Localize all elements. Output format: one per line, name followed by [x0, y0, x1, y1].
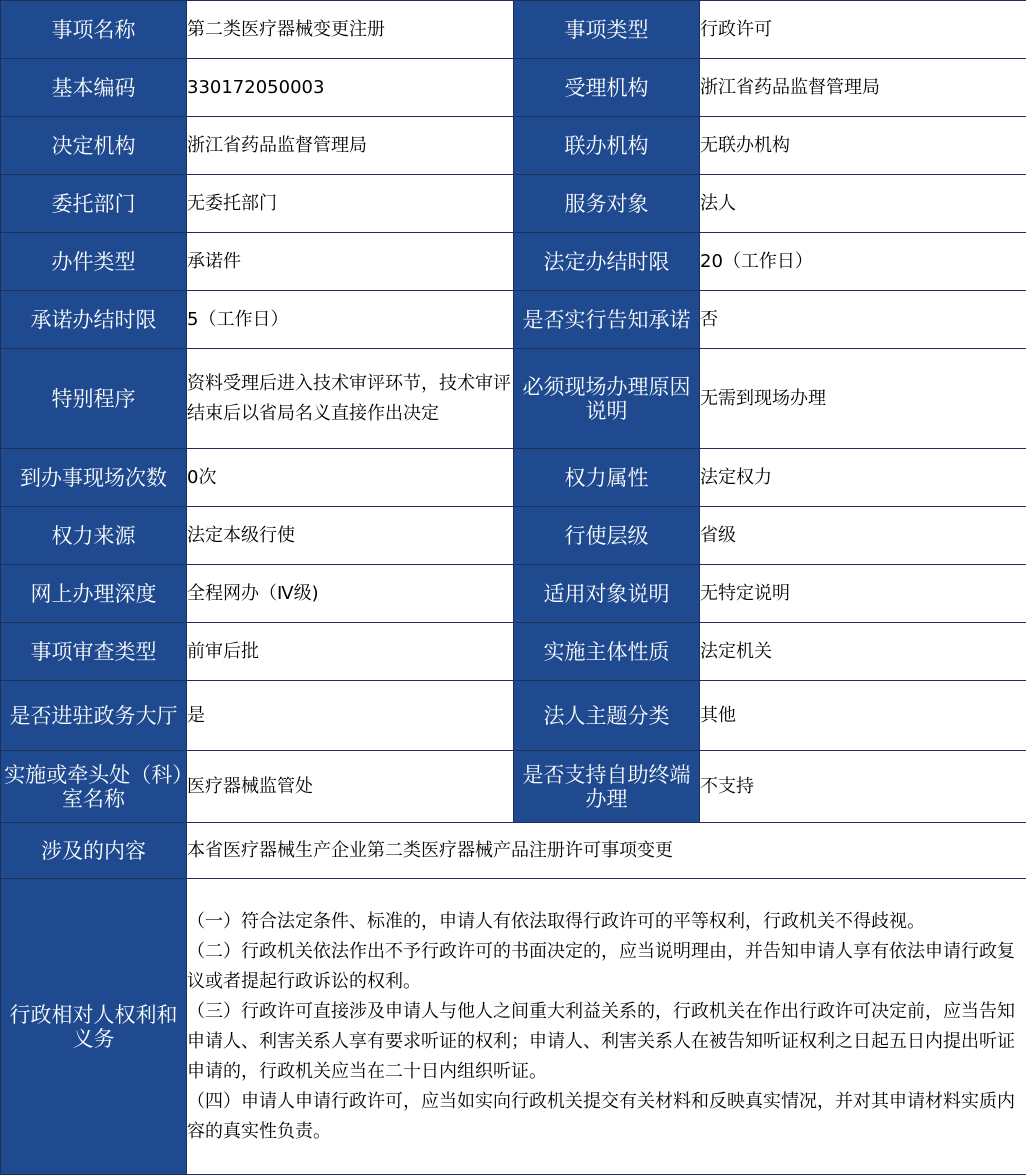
field-label: 适用对象说明 [514, 565, 700, 623]
field-label: 基本编码 [1, 59, 187, 117]
field-value: 第二类医疗器械变更注册 [187, 1, 514, 59]
rights-paragraph: （一）符合法定条件、标准的，申请人有依法取得行政许可的平等权利，行政机关不得歧视。 [187, 910, 925, 932]
field-value: 法人 [700, 175, 1026, 233]
field-label: 事项审查类型 [1, 623, 187, 681]
field-value: 全程网办（Ⅳ级) [187, 565, 514, 623]
field-value: 5（工作日） [187, 291, 514, 349]
field-label: 办件类型 [1, 233, 187, 291]
rights-value [187, 879, 1026, 1175]
field-label: 是否实行告知承诺 [514, 291, 700, 349]
field-label: 委托部门 [1, 175, 187, 233]
field-value: 前审后批 [187, 623, 514, 681]
table-row [1, 565, 1026, 623]
field-value: 无特定说明 [700, 565, 1026, 623]
field-value: 承诺件 [187, 233, 514, 291]
field-value: 浙江省药品监督管理局 [700, 59, 1026, 117]
field-label: 服务对象 [514, 175, 700, 233]
rights-paragraph: （三）行政许可直接涉及申请人与他人之间重大利益关系的，行政机关在作出行政许可决定前，应当告知申请人、利害关系人享有要求听证的权利；申请人、利害关系人在被告知听证权利之日起五日内提出听证申请的，行政机关应当在二十日内组织听证。 [187, 1000, 1015, 1082]
rights-paragraph: （四）申请人申请行政许可，应当如实向行政机关提交有关材料和反映真实情况，并对其申请材料实质内容的真实性负责。 [187, 1090, 1015, 1142]
field-value: 0次 [187, 449, 514, 507]
field-label: 事项类型 [514, 1, 700, 59]
field-value: 浙江省药品监督管理局 [187, 117, 514, 175]
field-value: 法定机关 [700, 623, 1026, 681]
field-label: 权力属性 [514, 449, 700, 507]
field-value: 行政许可 [700, 1, 1026, 59]
field-value: 省级 [700, 507, 1026, 565]
content-label: 涉及的内容 [1, 823, 187, 879]
field-value: 否 [700, 291, 1026, 349]
rights-paragraph: （二）行政机关依法作出不予行政许可的书面决定的，应当说明理由，并告知申请人享有依法申请行政复议或者提起行政诉讼的权利。 [187, 940, 1015, 992]
field-value: 其他 [700, 681, 1026, 751]
field-value: 无联办机构 [700, 117, 1026, 175]
field-value: 资料受理后进入技术审评环节，技术审评结束后以省局名义直接作出决定 [187, 349, 514, 449]
field-label: 决定机构 [1, 117, 187, 175]
field-value: 无需到现场办理 [700, 349, 1026, 449]
field-label: 网上办理深度 [1, 565, 187, 623]
field-label: 联办机构 [514, 117, 700, 175]
table-row [1, 507, 1026, 565]
table-row [1, 681, 1026, 751]
rights-label: 行政相对人权利和义务 [1, 879, 187, 1175]
table-row [1, 117, 1026, 175]
field-label: 是否进驻政务大厅 [1, 681, 187, 751]
table-row [1, 623, 1026, 681]
table-row [1, 823, 1026, 879]
field-label: 承诺办结时限 [1, 291, 187, 349]
field-value: 20（工作日） [700, 233, 1026, 291]
content-value: 本省医疗器械生产企业第二类医疗器械产品注册许可事项变更 [187, 823, 1026, 879]
field-label: 到办事现场次数 [1, 449, 187, 507]
table-row [1, 449, 1026, 507]
field-label: 实施或牵头处（科）室名称 [1, 751, 187, 823]
table-row [1, 349, 1026, 449]
table-row [1, 1, 1026, 59]
field-label: 特别程序 [1, 349, 187, 449]
field-value: 330172050003 [187, 59, 514, 117]
table-row [1, 879, 1026, 1175]
table-row [1, 233, 1026, 291]
field-label: 事项名称 [1, 1, 187, 59]
field-label: 受理机构 [514, 59, 700, 117]
field-label: 实施主体性质 [514, 623, 700, 681]
table-row [1, 291, 1026, 349]
field-label: 法人主题分类 [514, 681, 700, 751]
table-row [1, 59, 1026, 117]
field-value: 法定本级行使 [187, 507, 514, 565]
field-label: 必须现场办理原因说明 [514, 349, 700, 449]
field-label: 是否支持自助终端办理 [514, 751, 700, 823]
table-row [1, 751, 1026, 823]
field-value: 法定权力 [700, 449, 1026, 507]
field-value: 无委托部门 [187, 175, 514, 233]
field-value: 不支持 [700, 751, 1026, 823]
field-value: 医疗器械监管处 [187, 751, 514, 823]
field-label: 法定办结时限 [514, 233, 700, 291]
field-value: 是 [187, 681, 514, 751]
field-label: 权力来源 [1, 507, 187, 565]
field-label: 行使层级 [514, 507, 700, 565]
table-row [1, 175, 1026, 233]
